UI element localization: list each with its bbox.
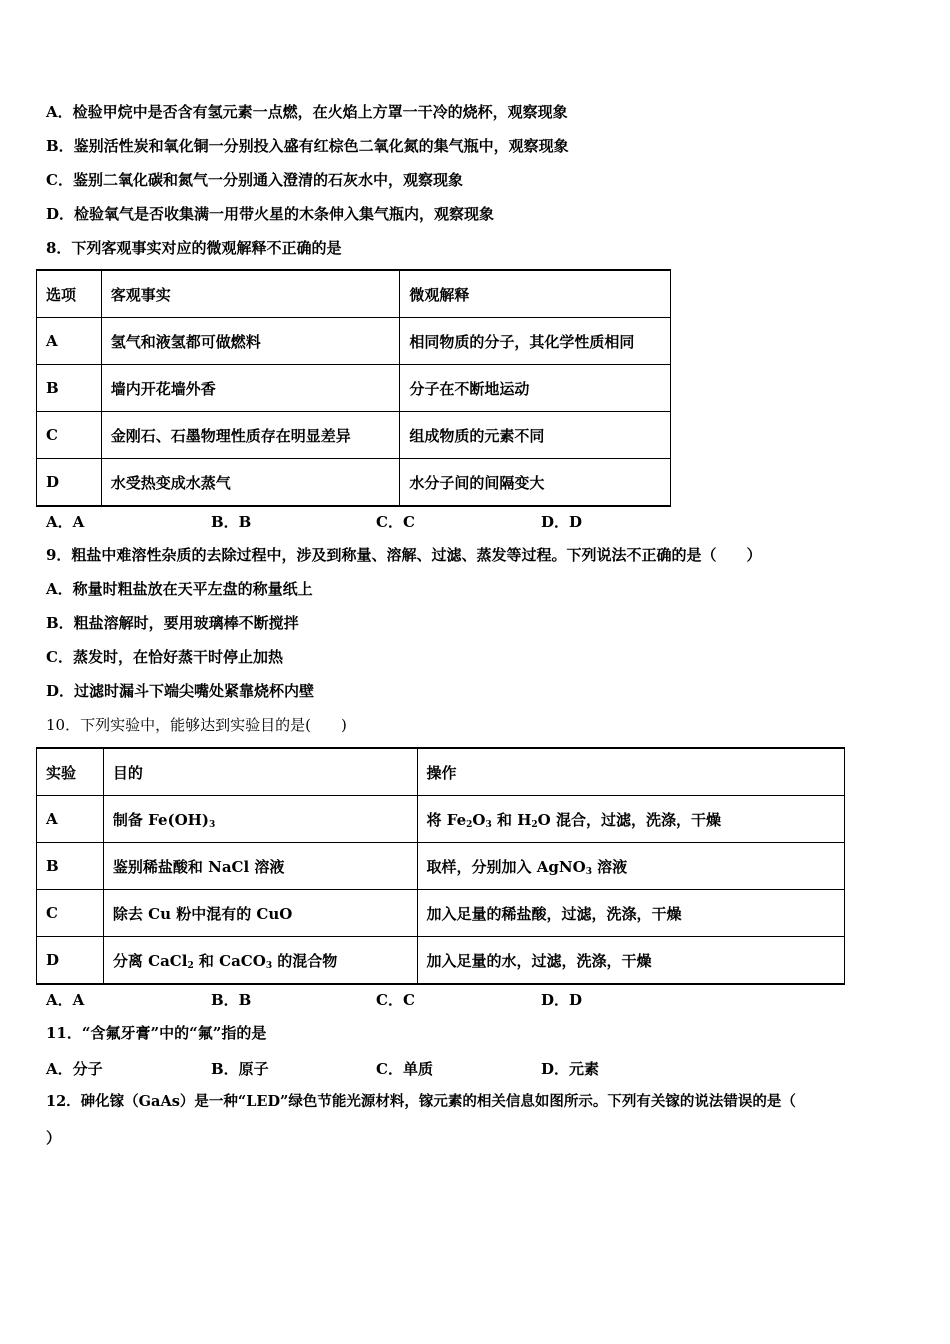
q11-choices <box>46 1058 746 1078</box>
table-row <box>37 890 845 937</box>
table-header-row <box>37 748 845 796</box>
table-header-cell: 目的 <box>103 748 417 796</box>
purpose-cell: 鉴别稀盐酸和 NaCl 溶液 <box>103 843 417 890</box>
operation-cell: 取样，分别加入 AgNO$_3$ 溶液 <box>417 843 844 890</box>
option-cell: D <box>37 459 102 507</box>
table-row <box>37 318 671 365</box>
table-row <box>37 796 845 843</box>
choice-a: A．A <box>46 991 85 1009</box>
q9-option-a: A．称量时粗盐放在天平左盘的称量纸上 <box>46 580 313 598</box>
fact-cell: 氢气和液氢都可做燃料 <box>101 318 400 365</box>
table-header-cell: 客观事实 <box>101 270 400 318</box>
q8-stem: 8．下列客观事实对应的微观解释不正确的是 <box>46 239 342 257</box>
option-cell: C <box>37 890 104 937</box>
choice-a: A．A <box>46 513 85 531</box>
table-row <box>37 412 671 459</box>
table-row <box>37 365 671 412</box>
table-header-cell: 微观解释 <box>400 270 671 318</box>
q9-stem: 9．粗盐中难溶性杂质的去除过程中，涉及到称量、溶解、过滤、蒸发等过程。下列说法不正确的是（ ） <box>46 546 762 564</box>
q7-option-b: B．鉴别活性炭和氧化铜一分别投入盛有红棕色二氧化氮的集气瓶中，观察现象 <box>46 137 569 155</box>
explanation-cell: 分子在不断地运动 <box>400 365 671 412</box>
option-cell: A <box>37 318 102 365</box>
purpose-cell: 除去 Cu 粉中混有的 CuO <box>103 890 417 937</box>
fact-cell: 墙内开花墙外香 <box>101 365 400 412</box>
q7-option-d: D．检验氧气是否收集满一用带火星的木条伸入集气瓶内，观察现象 <box>46 205 495 223</box>
operation-cell: 加入足量的稀盐酸，过滤，洗涤，干燥 <box>417 890 844 937</box>
explanation-cell: 组成物质的元素不同 <box>400 412 671 459</box>
q10-table <box>36 747 845 985</box>
explanation-cell: 相同物质的分子，其化学性质相同 <box>400 318 671 365</box>
q12-stem: 12．砷化镓（GaAs）是一种“LED”绿色节能光源材料，镓元素的相关信息如图所示。下列有关镓的说法错误的是（ <box>46 1093 796 1110</box>
option-cell: B <box>37 843 104 890</box>
q10-stem: 10．下列实验中，能够达到实验目的是( ) <box>46 716 347 734</box>
q12-stem-end: ） <box>46 1129 62 1147</box>
q8-choices <box>46 511 746 531</box>
table-header-row <box>37 270 671 318</box>
q7-option-a: A．检验甲烷中是否含有氢元素一点燃，在火焰上方罩一干冷的烧杯，观察现象 <box>46 103 568 121</box>
q11-stem: 11．“含氟牙膏”中的“氟”指的是 <box>46 1024 267 1042</box>
table-row <box>37 459 671 507</box>
q9-option-d: D．过滤时漏斗下端尖嘴处紧靠烧杯内壁 <box>46 682 315 700</box>
choice-d: D．D <box>541 513 583 531</box>
choice-c: C．C <box>376 513 415 531</box>
purpose-cell: 分离 CaCl$_2$ 和 CaCO$_3$ 的混合物 <box>103 937 417 985</box>
fact-cell: 金刚石、石墨物理性质存在明显差异 <box>101 412 400 459</box>
q8-table <box>36 269 671 507</box>
table-row <box>37 937 845 985</box>
q7-option-c: C．鉴别二氧化碳和氮气一分别通入澄清的石灰水中，观察现象 <box>46 171 463 189</box>
fact-cell: 水受热变成水蒸气 <box>101 459 400 507</box>
choice-b: B．B <box>211 991 252 1009</box>
choice-a: A．分子 <box>46 1060 103 1078</box>
option-cell: D <box>37 937 104 985</box>
explanation-cell: 水分子间的间隔变大 <box>400 459 671 507</box>
operation-cell: 加入足量的水，过滤，洗涤，干燥 <box>417 937 844 985</box>
option-cell: C <box>37 412 102 459</box>
table-header-cell: 操作 <box>417 748 844 796</box>
option-cell: B <box>37 365 102 412</box>
choice-c: C．C <box>376 991 415 1009</box>
choice-c: C．单质 <box>376 1060 433 1078</box>
option-cell: A <box>37 796 104 843</box>
purpose-cell: 制备 $Fe(OH)_3$ <box>103 796 417 843</box>
choice-d: D．D <box>541 991 583 1009</box>
choice-b: B．B <box>211 513 252 531</box>
q10-choices <box>46 989 746 1009</box>
operation-cell: 将 $Fe_2O_3$ 和 $H_2O$ 混合，过滤，洗涤，干燥 <box>417 796 844 843</box>
q9-option-c: C．蒸发时，在恰好蒸干时停止加热 <box>46 648 283 666</box>
choice-d: D．元素 <box>541 1060 600 1078</box>
table-header-cell: 实验 <box>37 748 104 796</box>
choice-b: B．原子 <box>211 1060 269 1078</box>
q9-option-b: B．粗盐溶解时，要用玻璃棒不断搅拌 <box>46 614 299 632</box>
table-row <box>37 843 845 890</box>
table-header-cell: 选项 <box>37 270 102 318</box>
